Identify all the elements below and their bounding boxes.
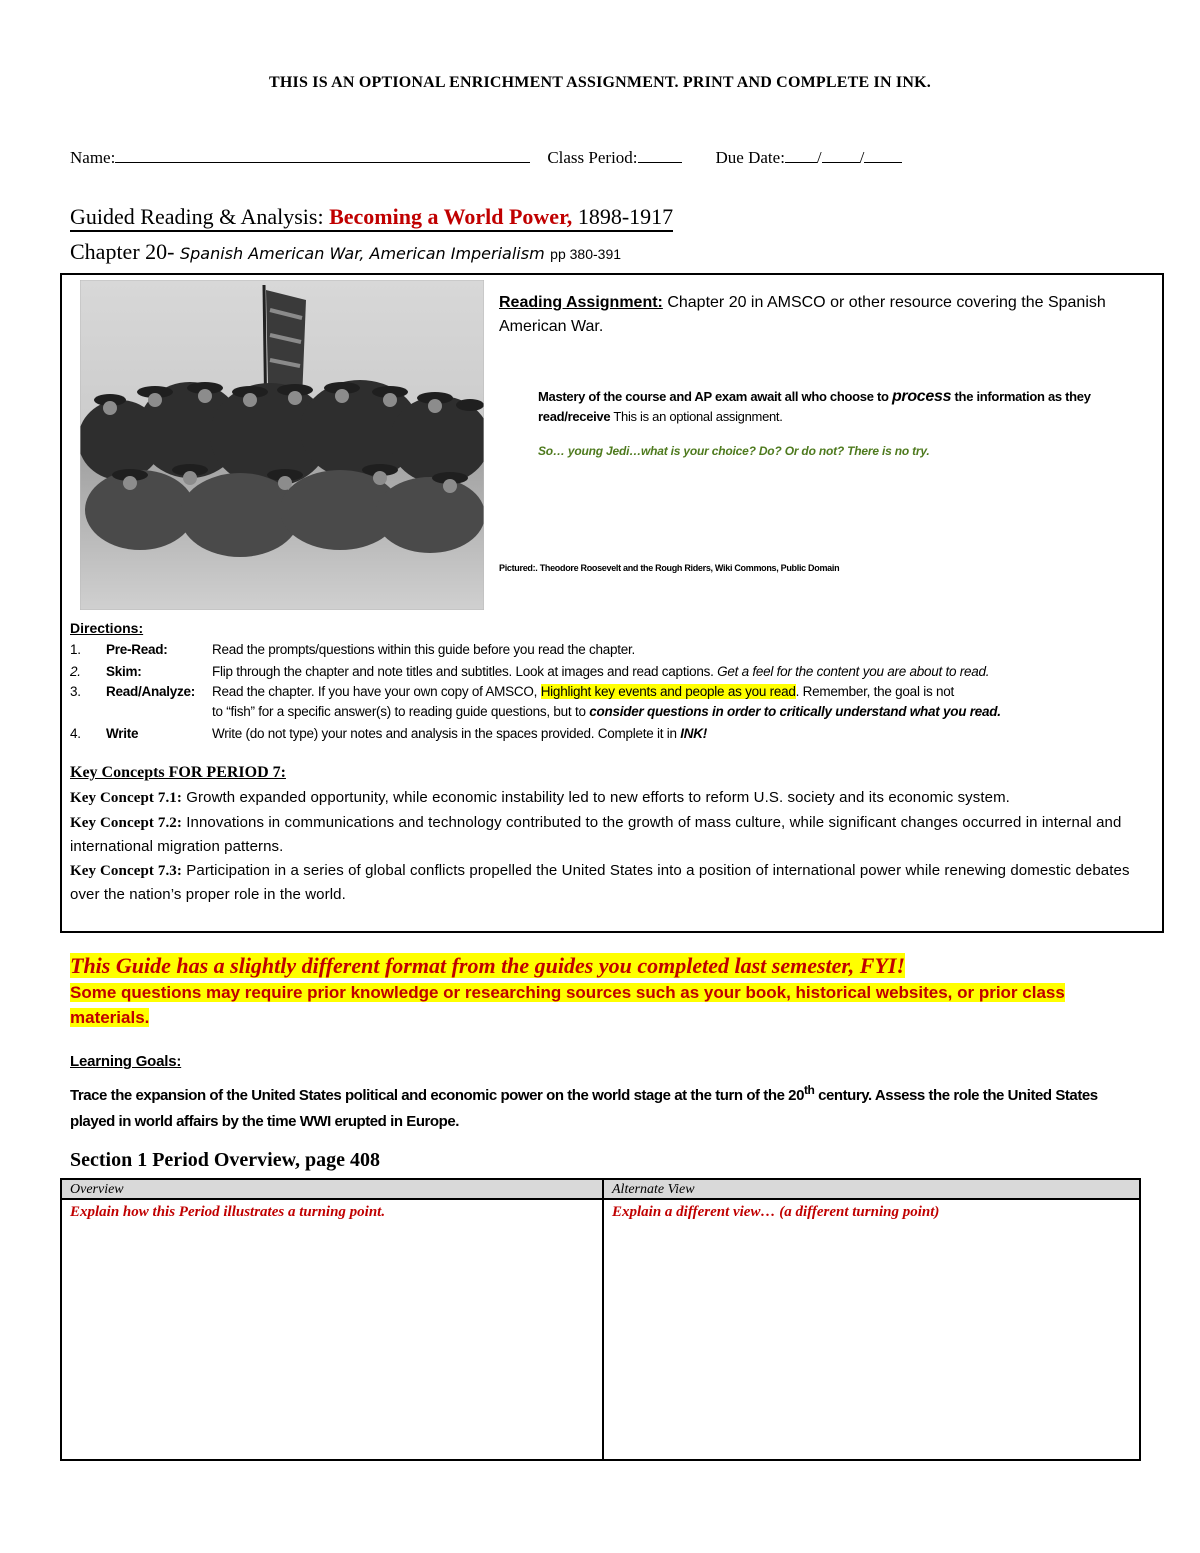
- format-notice-detail: Some questions may require prior knowledge or researching sources such as your book, historical websites, or prior class materials.: [70, 983, 1065, 1027]
- direction-term: Read/Analyze:: [106, 684, 196, 699]
- title-years: 1898-1917: [572, 204, 674, 229]
- name-blank[interactable]: [115, 147, 530, 163]
- due-date-label: Due Date:: [715, 148, 785, 167]
- chapter-subtitle: Spanish American War, American Imperialism: [179, 244, 545, 263]
- learning-goals-sup: th: [803, 1083, 815, 1097]
- learning-goals-heading: Learning Goals:: [70, 1053, 182, 1070]
- direction-text-main: Flip through the chapter and note titles and subtitles. Look at images and read captions.: [212, 664, 714, 679]
- student-info-line: [70, 147, 902, 168]
- direction-text-main: Write (do not type) your notes and analysis in the spaces provided. Complete it in: [212, 726, 681, 741]
- section-1-title: Section 1 Period Overview, page 408: [70, 1149, 380, 1171]
- format-notice: [70, 952, 1100, 1030]
- direction-number: 4.: [70, 726, 81, 741]
- overview-column-header: Overview: [62, 1180, 602, 1200]
- key-concept-text: Innovations in communications and technology contributed to the growth of mass culture, while significant changes occurred in internal and international migration patterns.: [70, 813, 1122, 855]
- reading-assignment-text: Chapter 20 in AMSCO or other resource covering the Spanish American War.: [499, 294, 1106, 335]
- chapter-label: Chapter 20-: [70, 239, 180, 264]
- due-day-blank[interactable]: [822, 147, 860, 163]
- mastery-statement: [538, 387, 1098, 427]
- reading-assignment-label: Reading Assignment:: [499, 294, 663, 311]
- photo-credit: Pictured:. Theodore Roosevelt and the Rough Riders, Wiki Commons, Public Domain: [499, 563, 840, 573]
- alternate-view-prompt: Explain a different view… (a different turning point): [612, 1204, 940, 1220]
- learning-goals-part1: Trace the expansion of the United States political and economic power on the world stage at the turn of the 20: [70, 1087, 804, 1104]
- key-concept-text: Growth expanded opportunity, while economic instability led to new efforts to reform U.S. society and its economic system.: [182, 789, 1010, 806]
- direction-term: Pre-Read:: [106, 642, 168, 657]
- learning-goals-part2: century. Assess the role the United States played in world affairs by the time WWI erupted in Europe.: [70, 1087, 1098, 1130]
- title-prefix: Guided Reading & Analysis:: [70, 204, 330, 229]
- direction-number: 2.: [70, 664, 81, 679]
- chapter-pages: pp 380-391: [550, 246, 622, 262]
- format-notice-title: This Guide has a slightly different format from the guides you completed last semester, FYI!: [70, 953, 906, 978]
- guide-title: [70, 204, 673, 232]
- direction-number: 1.: [70, 642, 81, 657]
- key-concept-label: Key Concept 7.1:: [70, 790, 182, 806]
- direction-text-highlight: Highlight key events and people as you read: [540, 684, 796, 699]
- direction-text-emphasis: INK!: [680, 726, 708, 741]
- direction-text: Read the prompts/questions within this guide before you read the chapter.: [212, 642, 636, 657]
- date-separator: /: [816, 148, 822, 167]
- key-concepts-heading: Key Concepts FOR PERIOD 7:: [70, 764, 286, 781]
- direction-text-end: . Remember, the goal is not: [795, 684, 954, 699]
- class-period-blank[interactable]: [638, 147, 682, 163]
- overview-answer-area[interactable]: [62, 1226, 602, 1459]
- key-concept: [70, 811, 1140, 859]
- assignment-notice: THIS IS AN OPTIONAL ENRICHMENT ASSIGNMENT. PRINT AND COMPLETE IN INK.: [269, 74, 931, 91]
- overview-prompt: Explain how this Period illustrates a turning point.: [70, 1204, 386, 1220]
- direction-text: [212, 725, 707, 743]
- key-concepts-list: [70, 786, 1140, 907]
- mastery-part2: the information as they read/receive: [538, 389, 1091, 424]
- key-concept-text: Participation in a series of global conflicts propelled the United States into a position of international power while renewing domestic debates over the nation’s proper role in the world.: [70, 861, 1130, 903]
- direction-number: 3.: [70, 684, 81, 699]
- alternate-view-column-header: Alternate View: [604, 1180, 1139, 1200]
- direction-text: [212, 703, 1001, 721]
- reading-assignment: [499, 291, 1139, 339]
- name-label: Name:: [70, 148, 116, 167]
- direction-term: Skim:: [106, 664, 142, 679]
- due-year-blank[interactable]: [864, 147, 902, 163]
- learning-goals-text: [70, 1077, 1130, 1135]
- key-concept-label: Key Concept 7.2:: [70, 814, 182, 831]
- title-highlight: Becoming a World Power,: [329, 204, 573, 229]
- direction-text-italic: Get a feel for the content you are about to read.: [713, 664, 990, 679]
- chapter-heading: [70, 238, 621, 268]
- mastery-part3: This is an optional assignment.: [610, 409, 783, 424]
- jedi-quote: So… young Jedi…what is your choice? Do? Or do not? There is no try.: [538, 444, 930, 458]
- mastery-part1: Mastery of the course and AP exam await all who choose to: [538, 389, 892, 404]
- direction-text-line2: to “fish” for a specific answer(s) to reading guide questions, but to: [212, 704, 590, 719]
- key-concept: [70, 859, 1140, 907]
- due-month-blank[interactable]: [785, 147, 817, 163]
- direction-term: Write: [106, 726, 139, 741]
- direction-text: [212, 663, 989, 681]
- direction-text: [212, 683, 954, 701]
- class-period-label: Class Period:: [547, 148, 638, 167]
- overview-table: [60, 1178, 1141, 1461]
- direction-text-line2-emphasis: consider questions in order to critically understand what you read.: [589, 704, 1001, 719]
- date-separator: /: [859, 148, 865, 167]
- mastery-process-word: process: [891, 388, 952, 405]
- rough-riders-photo: [80, 280, 484, 610]
- directions-heading: Directions:: [70, 620, 144, 636]
- alternate-view-answer-area[interactable]: [604, 1226, 1139, 1459]
- direction-text-main: Read the chapter. If you have your own copy of AMSCO,: [212, 684, 541, 699]
- key-concept-label: Key Concept 7.3:: [70, 862, 182, 879]
- key-concept: [70, 786, 1140, 811]
